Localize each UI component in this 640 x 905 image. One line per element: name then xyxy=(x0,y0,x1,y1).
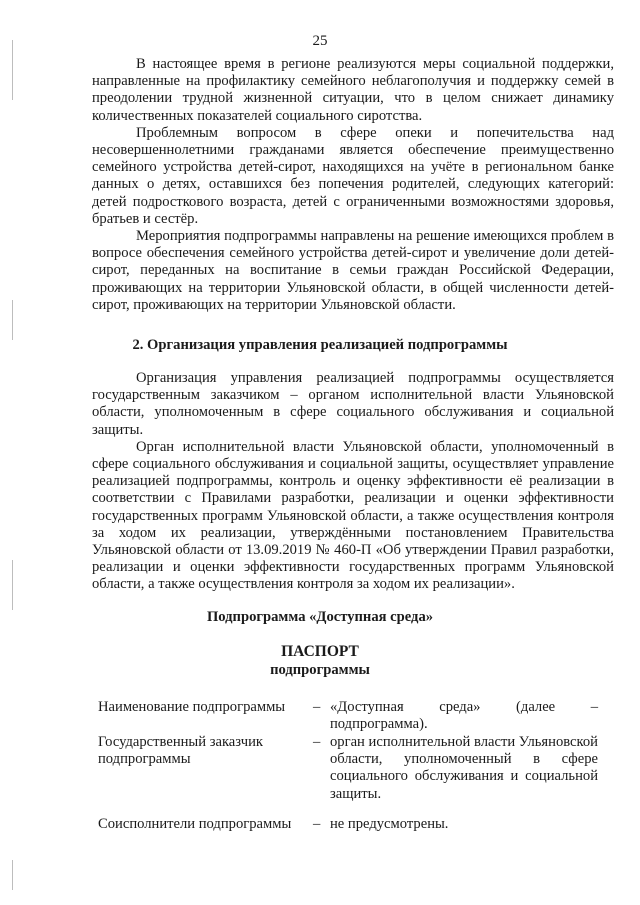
passport-row-value: не предусмотрены. xyxy=(330,816,449,832)
paragraph: Проблемным вопросом в сфере опеки и попечительства над несовершеннолетними гражданами является обеспечение преимущественно семейного устройства детей-сирот, находящихся на учёте в региональном банке данных о детях, оставшихся без попечения родителей, следующих категорий: детей подросткового возраста, детей с ограниченными возможностями здоровья, братьев и сестёр. xyxy=(92,124,614,227)
paragraph: В настоящее время в регионе реализуются меры социальной поддержки, направленные на профилактику семейного неблагополучия и поддержку семей в преодолении трудной жизненной ситуации, что в целом снижает динамику количественных показателей социального сиротства. xyxy=(92,56,614,124)
intro-text xyxy=(92,56,614,314)
passport-row-value: орган исполнительной власти Ульяновской области, уполномоченный в сфере социального обслуживания и социальной защиты. xyxy=(330,734,598,802)
page-number: 25 xyxy=(312,33,328,49)
passport-row-dash: – xyxy=(313,699,321,715)
margin-mark xyxy=(12,860,13,890)
paragraph: Мероприятия подпрограммы направлены на решение имеющихся проблем в вопросе обеспечения семейного устройства детей-сирот и увеличение доли детей-сирот, переданных на воспитание в семьи граждан Российской Федерации, проживающих на территории Ульяновской области, в общей численности детей-сирот, проживающих на территории Ульяновской области. xyxy=(92,228,614,313)
passport-row-label: Наименование подпрограммы xyxy=(98,699,286,715)
paragraph: Организация управления реализацией подпрограммы осуществляется государственным заказчиком – органом исполнительной власти Ульяновской области, уполномоченным в сфере социального обслуживания и социальной защиты. xyxy=(92,370,614,438)
passport-row-value: «Доступная среда» (далее – подпрограмма). xyxy=(330,699,598,733)
passport-row-dash: – xyxy=(313,734,321,750)
section-heading: 2. Организация управления реализацией подпрограммы xyxy=(132,337,508,353)
section2-text xyxy=(92,370,614,594)
passport-row-label: Государственный заказчик подпрограммы xyxy=(98,734,263,768)
passport-row-dash: – xyxy=(313,816,321,832)
paragraph: Орган исполнительной власти Ульяновской области, уполномоченный в сфере социального обслуживания и социальной защиты, осуществляет управление реализацией подпрограммы, контроль и оценку эффективности её реализации в соответствии с Правилами разработки, реализации и оценки эффективности государственных программ Ульяновской области, а также осуществления контроля за ходом их реализации, утверждёнными постановлением Правительства Ульяновской области от 13.09.2019 № 460-П «Об утверждении Правил разработки, реализации и оценки эффективности государственных программ Ульяновской области, а также осуществления контроля за ходом их реализации». xyxy=(92,438,614,593)
passport-subtitle: подпрограммы xyxy=(270,662,370,678)
passport-row-label: Соисполнители подпрограммы xyxy=(98,816,292,832)
passport-title: ПАСПОРТ xyxy=(281,643,359,660)
margin-mark xyxy=(12,560,13,610)
margin-mark xyxy=(12,300,13,340)
subprogram-heading: Подпрограмма «Доступная среда» xyxy=(206,609,434,625)
